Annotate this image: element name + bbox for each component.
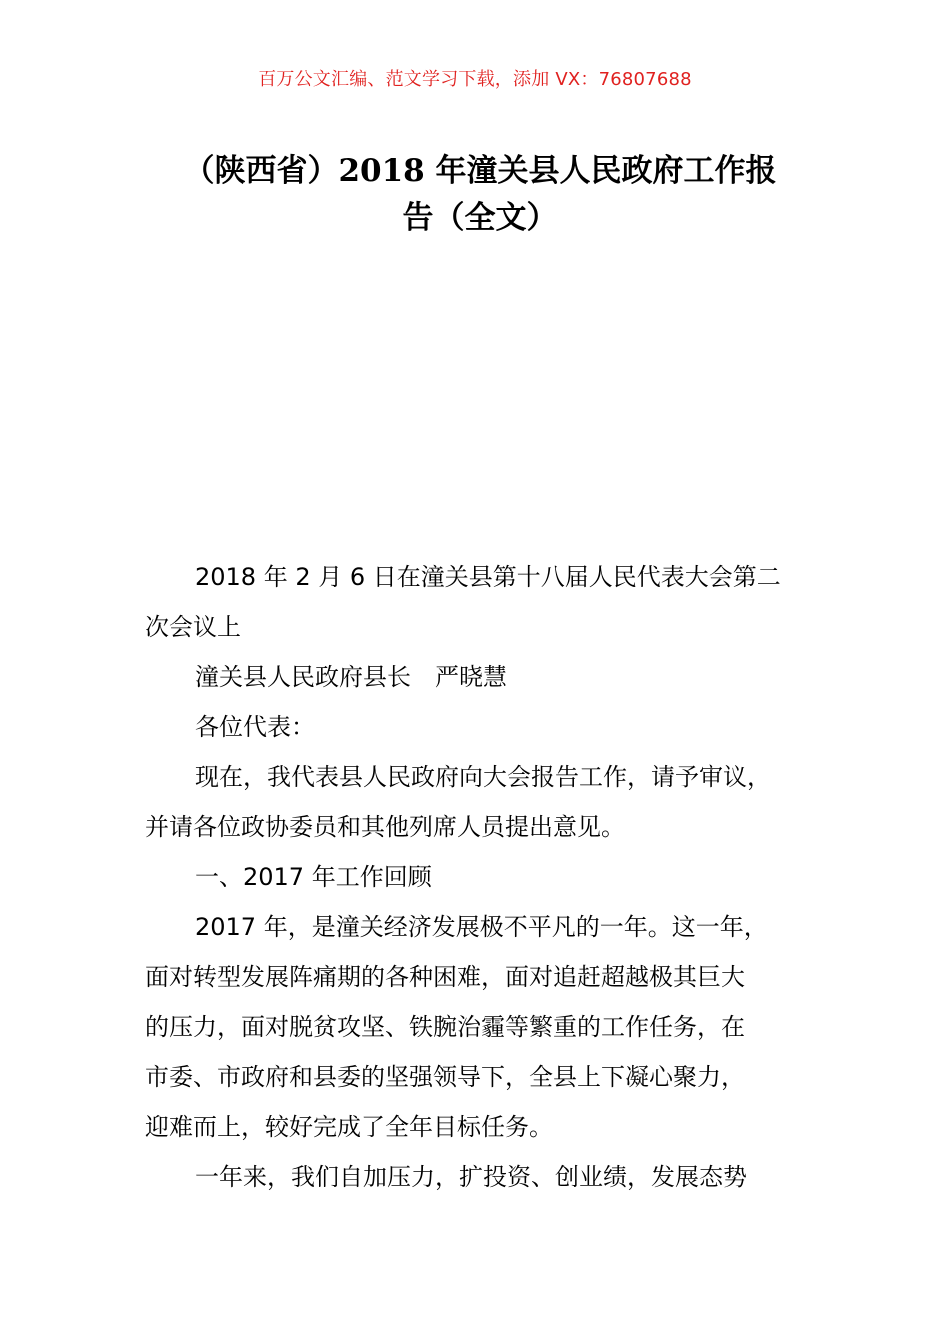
paragraph-line: 一年来，我们自加压力，扩投资、创业绩，发展态势 [195, 1163, 747, 1191]
document-title [140, 148, 820, 242]
salutation: 各位代表： [195, 713, 315, 741]
document-body [145, 552, 835, 1202]
paragraph-line: 现在，我代表县人民政府向大会报告工作，请予审议， [195, 763, 771, 791]
speaker-line: 潼关县人民政府县长 严晓慧 [195, 663, 507, 691]
title-line-1: （陕西省）2018 年潼关县人民政府工作报 [183, 153, 777, 189]
title-line-2: 告（全文） [402, 200, 558, 236]
paragraph-line: 并请各位政协委员和其他列席人员提出意见。 [145, 813, 625, 841]
paragraph-line: 市委、市政府和县委的坚强领导下，全县上下凝心聚力， [145, 1063, 745, 1091]
meeting-info-line-1: 2018 年 2 月 6 日在潼关县第十八届人民代表大会第二 [195, 563, 781, 591]
meeting-info-line-2: 次会议上 [145, 613, 241, 641]
paragraph-line: 面对转型发展阵痛期的各种困难，面对追赶超越极其巨大 [145, 963, 745, 991]
section-heading: 一、2017 年工作回顾 [195, 863, 432, 891]
paragraph-line: 的压力，面对脱贫攻坚、铁腕治霾等繁重的工作任务，在 [145, 1013, 745, 1041]
header-watermark-note: 百万公文汇编、范文学习下载，添加 VX：76807688 [258, 69, 692, 90]
paragraph-line: 迎难而上，较好完成了全年目标任务。 [145, 1113, 553, 1141]
paragraph-line: 2017 年，是潼关经济发展极不平凡的一年。这一年， [195, 913, 768, 941]
